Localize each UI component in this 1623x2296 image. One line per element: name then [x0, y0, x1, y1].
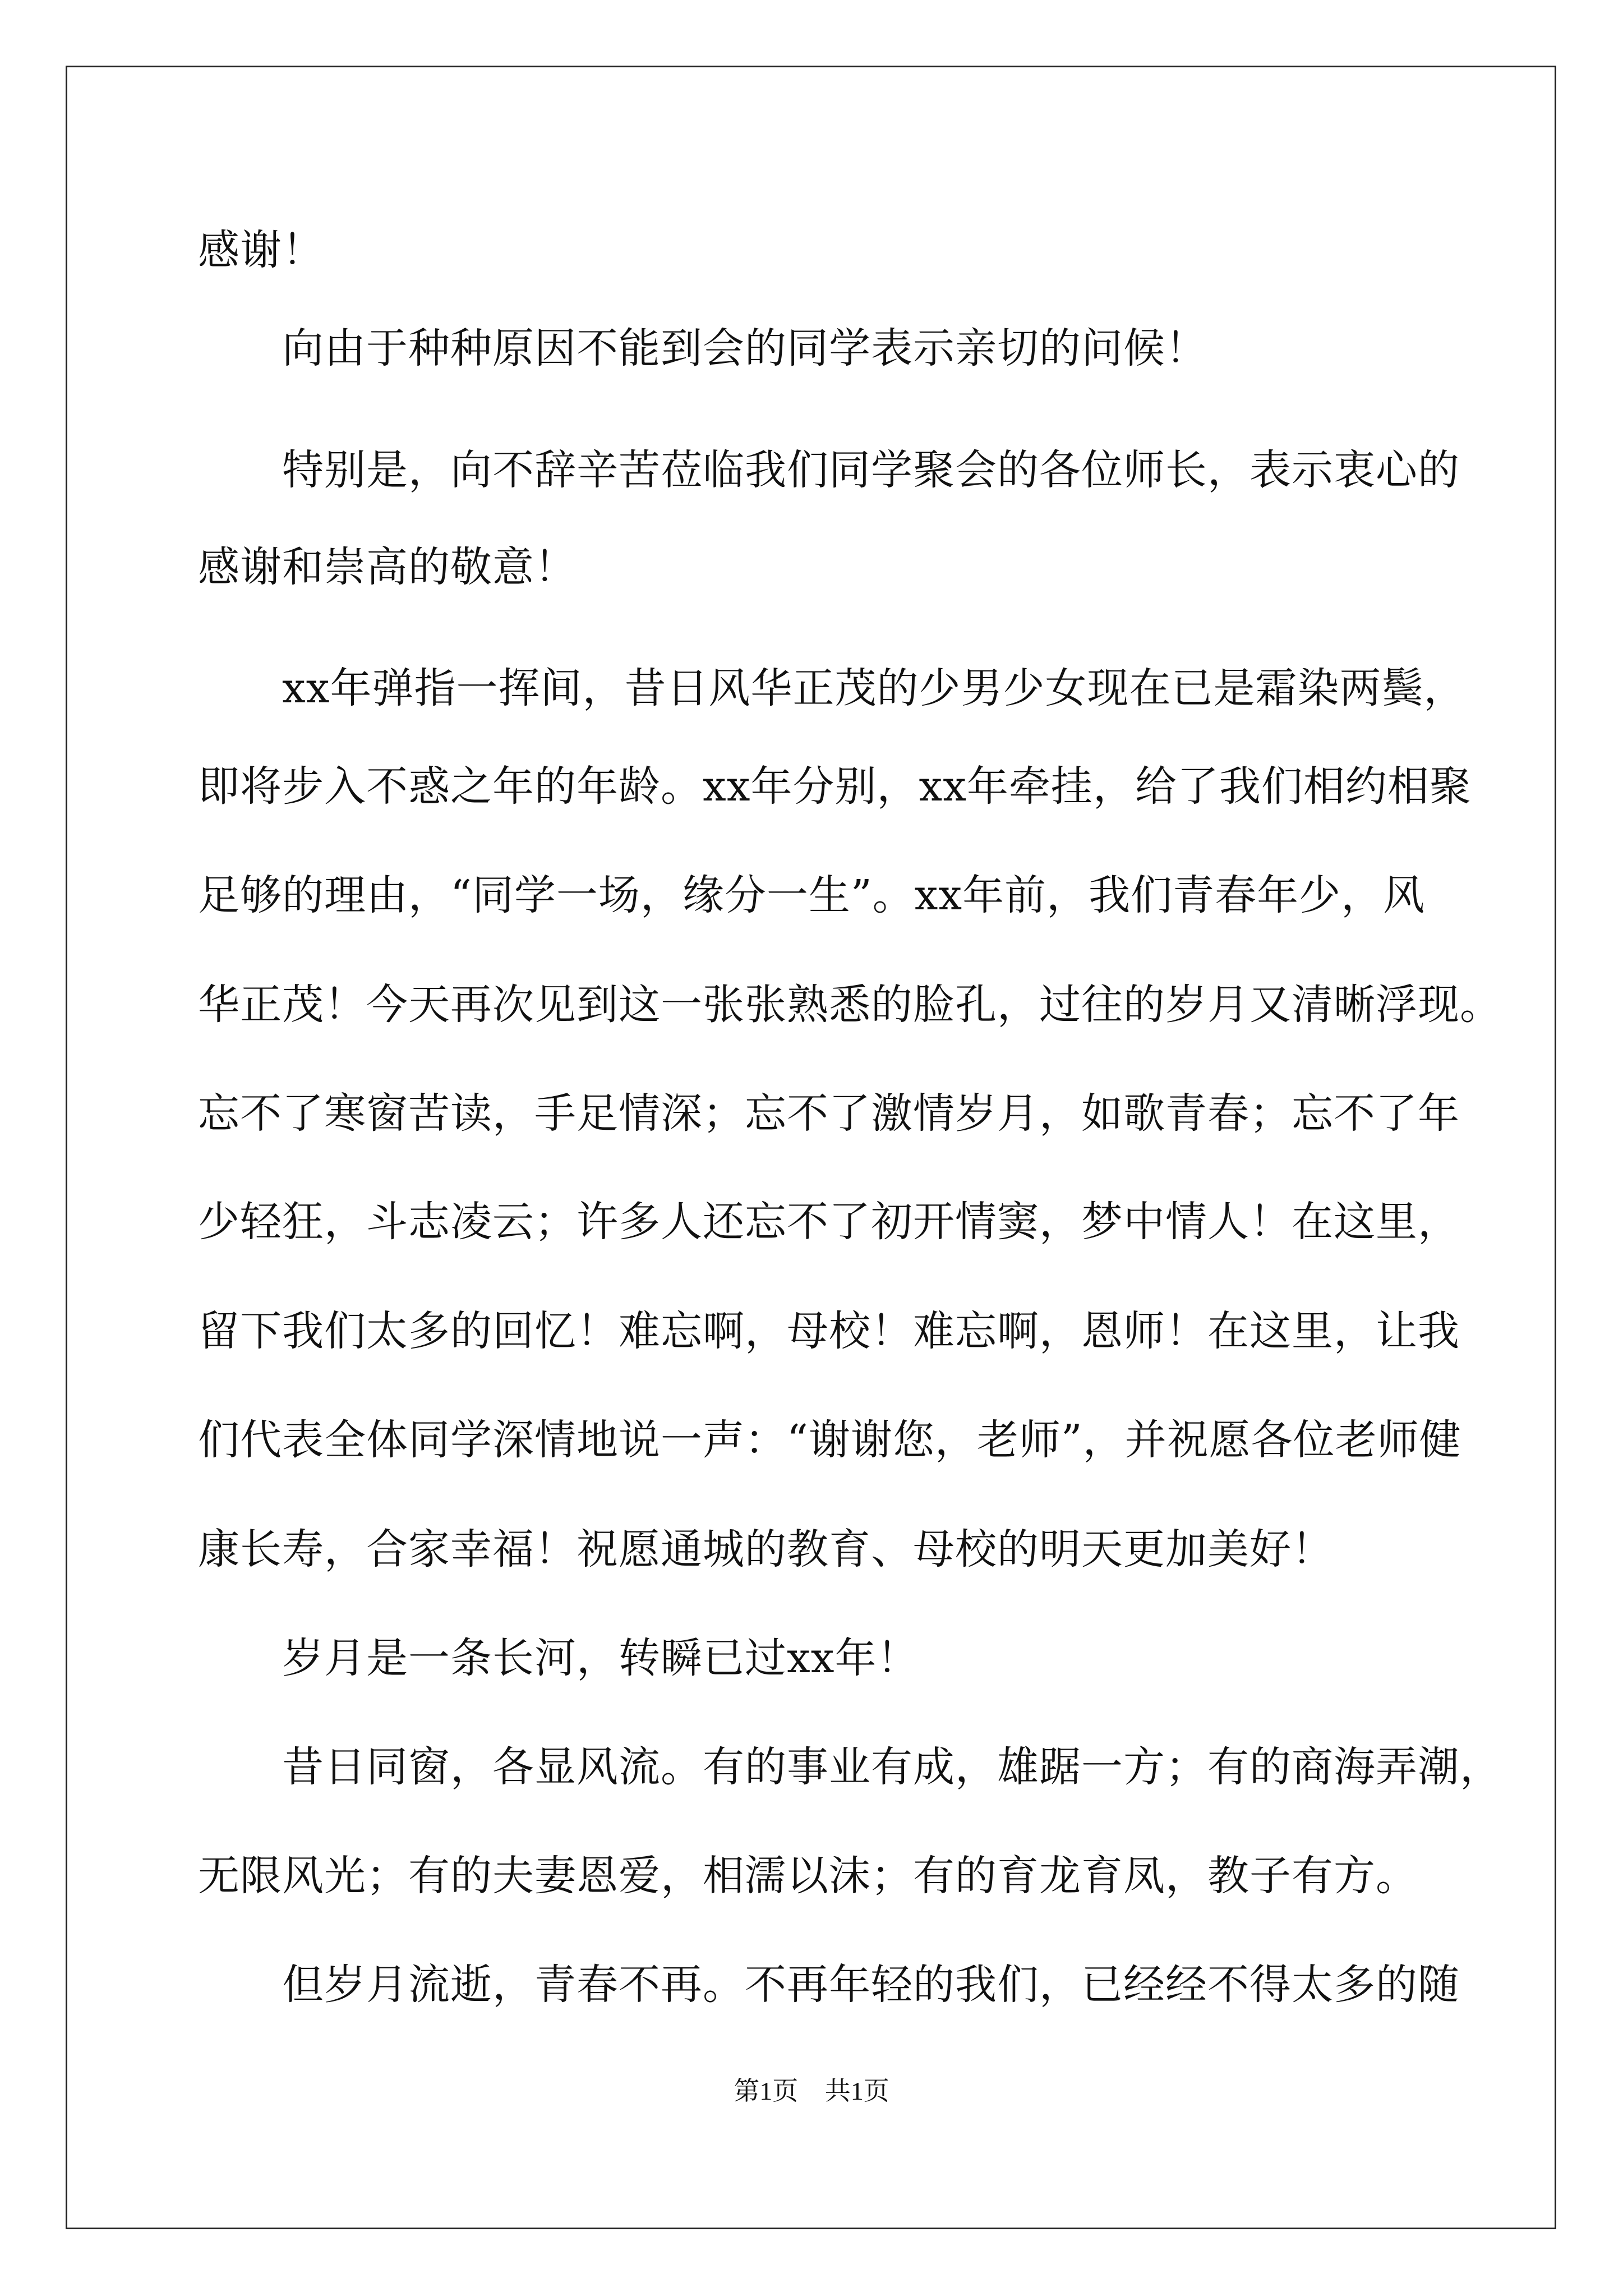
- text-line: 感谢和崇高的敬意！: [198, 543, 577, 591]
- page-border: [66, 66, 1556, 2229]
- text-line: 即将步入不惑之年的年龄。xx年分别，xx年牵挂，给了我们相约相聚: [198, 762, 1472, 811]
- text-line: 无限风光；有的夫妻恩爱，相濡以沫；有的育龙育凤，教子有方。: [198, 1852, 1418, 1900]
- text-line: 感谢！: [198, 226, 324, 274]
- page-number: 第1页: [734, 2077, 799, 2105]
- text-line: 向由于种种原因不能到会的同学表示亲切的问候！: [198, 324, 1207, 372]
- page-total: 共1页: [824, 2077, 889, 2105]
- text-line: xx年弹指一挥间，昔日风华正茂的少男少女现在已是霜染两鬓，: [198, 664, 1466, 712]
- text-line: 岁月是一条长河，转瞬已过xx年！: [198, 1634, 919, 1682]
- text-line: 少轻狂，斗志凌云；许多人还忘不了初开情窦，梦中情人！在这里，: [198, 1198, 1460, 1246]
- text-line: 康长寿，合家幸福！祝愿通城的教育、母校的明天更加美好！: [198, 1525, 1334, 1573]
- text-line: 华正茂！今天再次见到这一张张熟悉的脸孔，过往的岁月又清晰浮现。: [198, 981, 1502, 1029]
- text-line: 足够的理由，“同学一场，缘分一生”。xx年前，我们青春年少，风: [198, 871, 1426, 919]
- text-line: 留下我们太多的回忆！难忘啊，母校！难忘啊，恩师！在这里，让我: [198, 1307, 1460, 1355]
- page-footer: [0, 2074, 1623, 2108]
- text-line: 昔日同窗，各显风流。有的事业有成，雄踞一方；有的商海弄潮，: [198, 1743, 1502, 1791]
- text-line: 特别是，向不辞辛苦莅临我们同学聚会的各位师长，表示衷心的: [198, 446, 1460, 494]
- text-line: 们代表全体同学深情地说一声：“谢谢您，老师”，并祝愿各位老师健: [198, 1416, 1461, 1464]
- text-line: 忘不了寒窗苦读，手足情深；忘不了激情岁月，如歌青春；忘不了年: [198, 1089, 1460, 1138]
- text-line: 但岁月流逝，青春不再。不再年轻的我们，已经经不得太多的随: [198, 1961, 1460, 2009]
